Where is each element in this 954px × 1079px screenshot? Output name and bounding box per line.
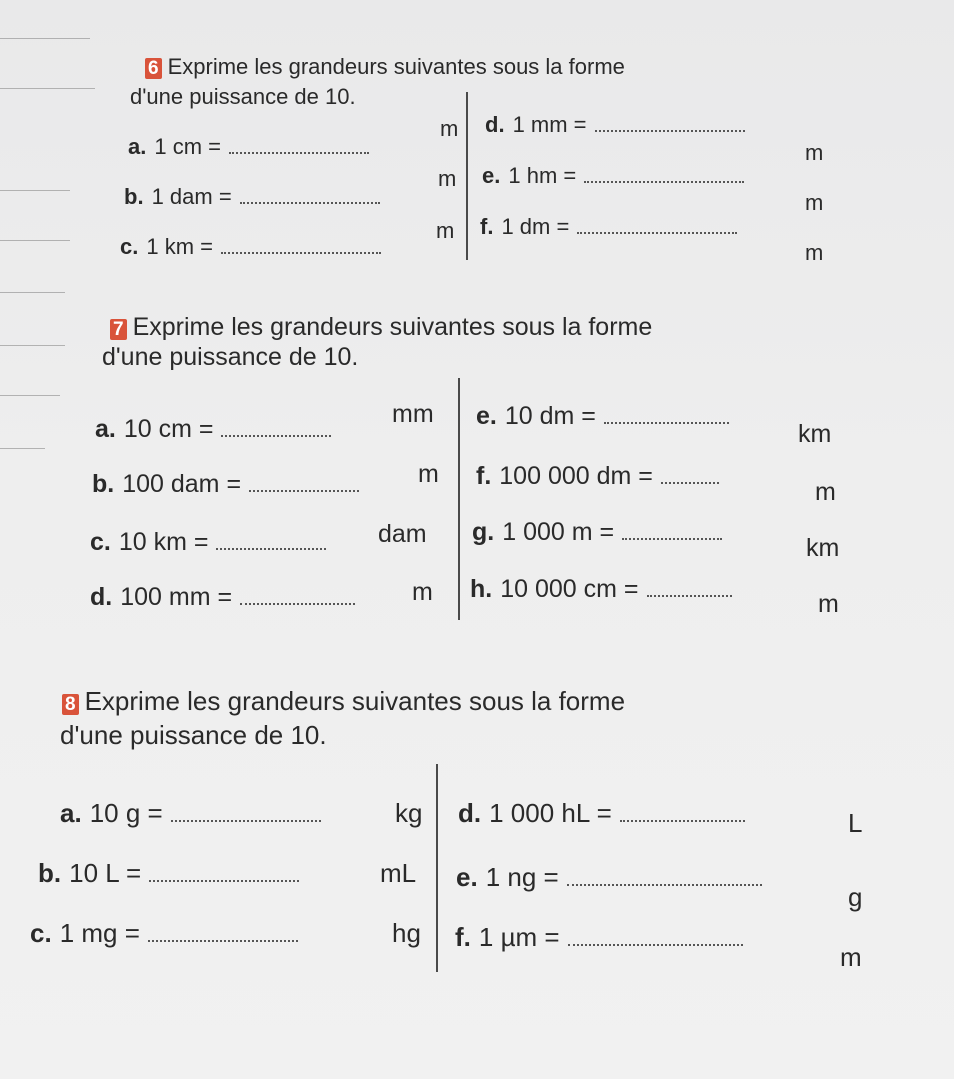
answer-blank[interactable] — [595, 128, 745, 132]
exercise-8-title: 8 Exprime les grandeurs suivantes sous la forme — [62, 686, 625, 716]
column-divider — [436, 764, 438, 972]
ex7-item-c: c. 10 km = — [90, 528, 326, 557]
ex7-item-d: d. 100 mm = — [90, 583, 355, 612]
exercise-7 — [0, 290, 954, 640]
answer-blank[interactable] — [229, 150, 369, 154]
ex7-item-b: b. 100 dam = — [92, 470, 359, 499]
ex7-unit-f: m — [815, 478, 836, 506]
answer-blank[interactable] — [149, 878, 299, 882]
answer-blank[interactable] — [568, 942, 743, 946]
answer-blank[interactable] — [577, 230, 737, 234]
answer-blank[interactable] — [604, 420, 729, 424]
ex8-item-e: e. 1 ng = — [456, 862, 762, 893]
answer-blank[interactable] — [221, 433, 331, 437]
ex7-unit-d: m — [412, 578, 433, 606]
ex6-unit-e: m — [805, 190, 824, 215]
ex8-unit-a: kg — [395, 798, 423, 828]
ex6-unit-d: m — [805, 140, 824, 165]
ex6-unit-b: m — [438, 166, 457, 191]
ex7-unit-g: km — [806, 534, 840, 562]
ex7-item-a: a. 10 cm = — [95, 415, 331, 444]
answer-blank[interactable] — [584, 179, 744, 183]
exercise-6-number-badge: 6 — [145, 58, 162, 79]
answer-blank[interactable] — [249, 488, 359, 492]
exercise-7-number-badge: 7 — [110, 319, 127, 340]
ex8-item-a: a. 10 g = — [60, 798, 321, 829]
answer-blank[interactable] — [620, 818, 745, 822]
answer-blank[interactable] — [661, 480, 719, 484]
answer-blank[interactable] — [567, 882, 762, 886]
answer-blank[interactable] — [647, 593, 732, 597]
ex7-item-g: g. 1 000 m = — [472, 518, 722, 547]
ex7-unit-c: dam — [378, 520, 427, 548]
exercise-7-title: 7 Exprime les grandeurs suivantes sous la forme — [110, 312, 652, 342]
ex6-item-d: d. 1 mm = — [485, 112, 745, 138]
answer-blank[interactable] — [622, 536, 722, 540]
answer-blank[interactable] — [216, 546, 326, 550]
exercise-8-title-line2: d'une puissance de 10. — [60, 720, 327, 750]
ex8-item-c: c. 1 mg = — [30, 918, 298, 949]
ex7-unit-h: m — [818, 590, 839, 618]
answer-blank[interactable] — [221, 250, 381, 254]
ex7-unit-a: mm — [392, 400, 434, 428]
exercise-7-title-line2: d'une puissance de 10. — [102, 343, 359, 371]
answer-blank[interactable] — [240, 601, 355, 605]
ex6-unit-c: m — [436, 218, 455, 243]
ex8-unit-e: g — [848, 882, 863, 912]
ex6-unit-f: m — [805, 240, 824, 265]
ex6-item-e: e. 1 hm = — [482, 163, 744, 189]
ex8-unit-c: hg — [392, 918, 421, 948]
answer-blank[interactable] — [240, 200, 380, 204]
ex6-item-f: f. 1 dm = — [480, 214, 737, 240]
column-divider — [466, 92, 468, 260]
ex8-unit-b: mL — [380, 858, 417, 888]
ex7-item-h: h. 10 000 cm = — [470, 575, 732, 604]
exercise-6 — [0, 0, 954, 290]
ex8-item-b: b. 10 L = — [38, 858, 299, 889]
ex8-item-f: f. 1 µm = — [455, 922, 743, 953]
exercise-8-number-badge: 8 — [62, 694, 79, 715]
ex7-unit-e: km — [798, 420, 832, 448]
ex6-unit-a: m — [440, 116, 459, 141]
exercise-6-title: 6 Exprime les grandeurs suivantes sous la forme — [145, 52, 625, 82]
ex8-item-d: d. 1 000 hL = — [458, 798, 745, 829]
exercise-6-title-line2: d'une puissance de 10. — [130, 84, 356, 109]
column-divider — [458, 378, 460, 620]
ex6-item-a: a. 1 cm = — [128, 134, 369, 160]
ex8-unit-d: L — [848, 808, 863, 838]
ex6-item-c: c. 1 km = — [120, 234, 381, 260]
ex8-unit-f: m — [840, 942, 862, 972]
ex7-unit-b: m — [418, 460, 439, 488]
ex6-item-b: b. 1 dam = — [124, 184, 380, 210]
ex7-item-e: e. 10 dm = — [476, 402, 729, 431]
exercise-8 — [0, 660, 954, 1000]
ex7-item-f: f. 100 000 dm = — [476, 462, 719, 491]
answer-blank[interactable] — [148, 938, 298, 942]
answer-blank[interactable] — [171, 818, 321, 822]
